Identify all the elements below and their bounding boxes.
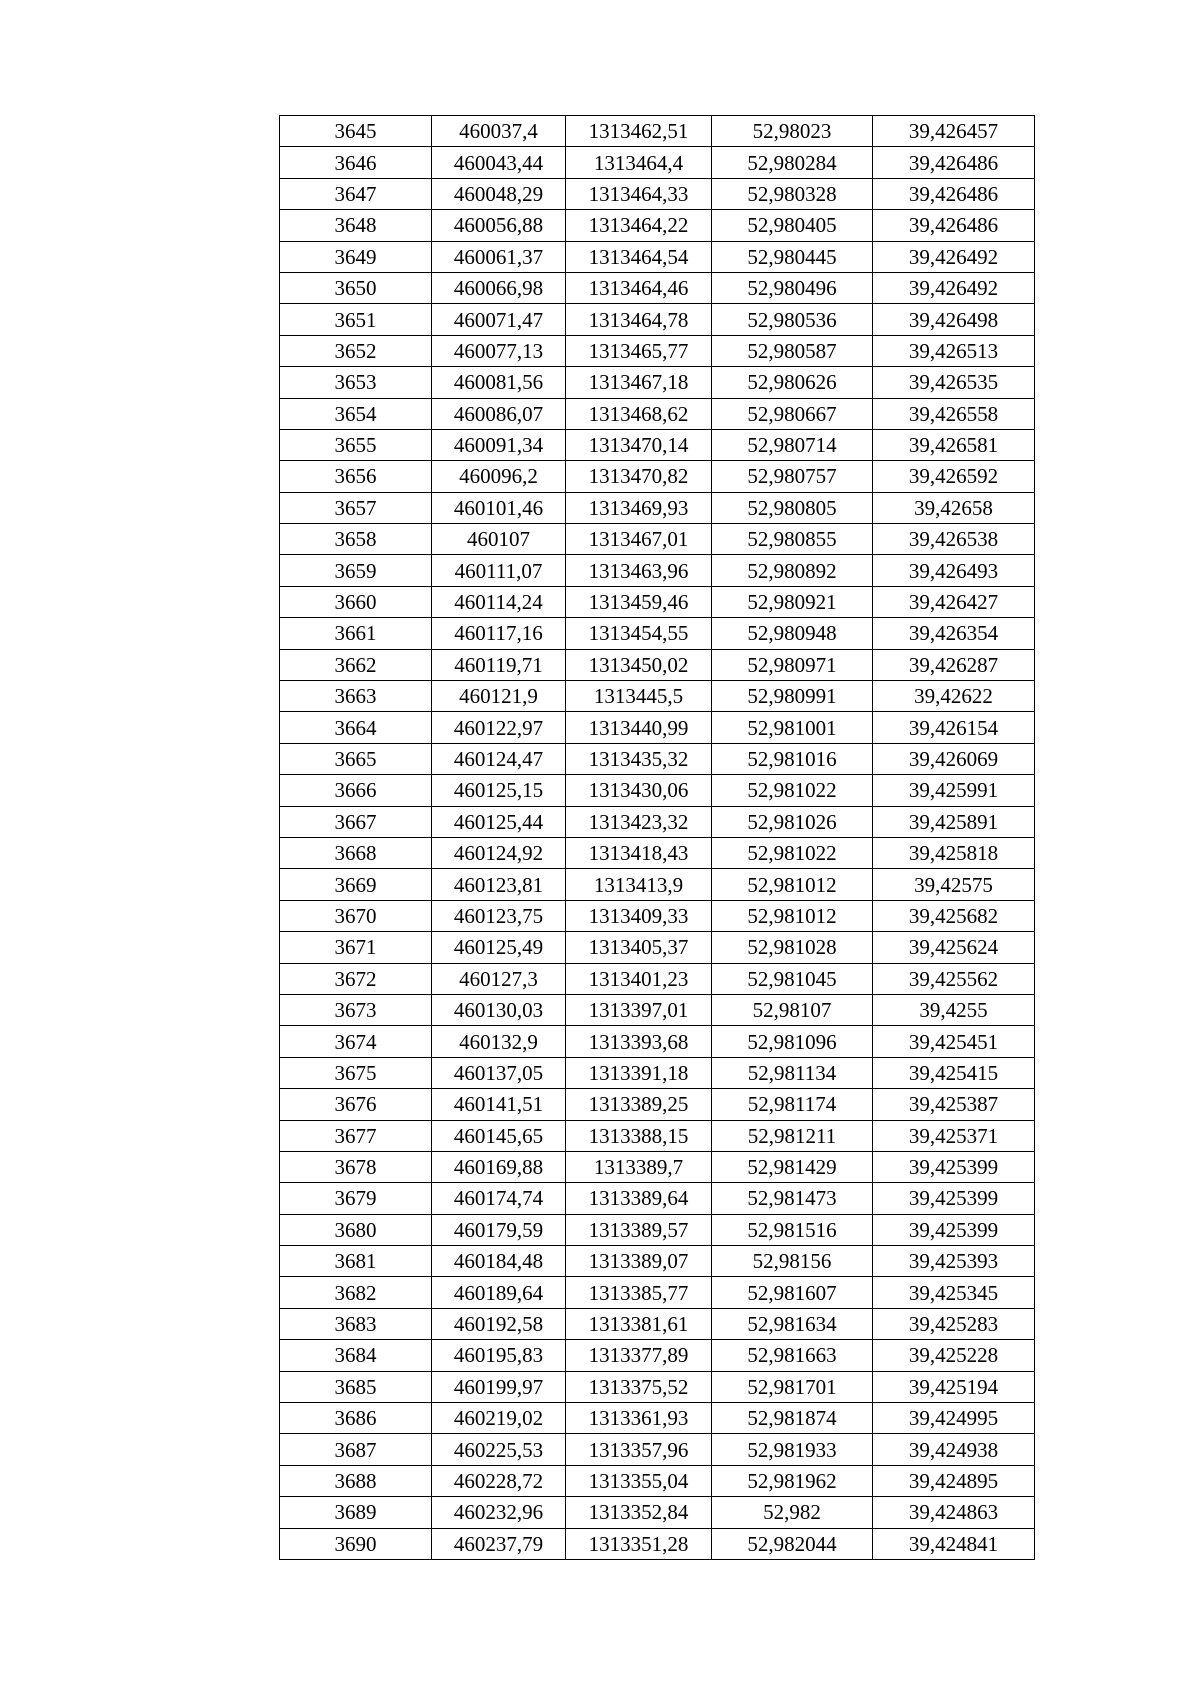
x-coordinate-cell: 460228,72 [432,1465,566,1496]
point-number-cell: 3684 [280,1340,432,1371]
x-coordinate-cell: 460125,15 [432,775,566,806]
x-coordinate-cell: 460086,07 [432,398,566,429]
table-row [280,1057,1035,1088]
point-number-cell: 3646 [280,147,432,178]
point-number-cell: 3673 [280,994,432,1025]
x-coordinate-cell: 460061,37 [432,241,566,272]
latitude-cell: 52,980587 [712,335,873,366]
latitude-cell: 52,981028 [712,932,873,963]
latitude-cell: 52,981962 [712,1465,873,1496]
point-number-cell: 3689 [280,1497,432,1528]
latitude-cell: 52,980405 [712,210,873,241]
table-row [280,743,1035,774]
x-coordinate-cell: 460219,02 [432,1403,566,1434]
latitude-cell: 52,981634 [712,1308,873,1339]
table-row [280,1277,1035,1308]
y-coordinate-cell: 1313464,4 [566,147,712,178]
latitude-cell: 52,980921 [712,586,873,617]
y-coordinate-cell: 1313470,14 [566,429,712,460]
table-row [280,837,1035,868]
x-coordinate-cell: 460121,9 [432,681,566,712]
latitude-cell: 52,981874 [712,1403,873,1434]
x-coordinate-cell: 460232,96 [432,1497,566,1528]
longitude-cell: 39,425283 [873,1308,1035,1339]
latitude-cell: 52,981933 [712,1434,873,1465]
y-coordinate-cell: 1313385,77 [566,1277,712,1308]
point-number-cell: 3659 [280,555,432,586]
table-row [280,241,1035,272]
latitude-cell: 52,980445 [712,241,873,272]
y-coordinate-cell: 1313375,52 [566,1371,712,1402]
y-coordinate-cell: 1313397,01 [566,994,712,1025]
coordinates-table [279,115,1035,1560]
longitude-cell: 39,425415 [873,1057,1035,1088]
point-number-cell: 3677 [280,1120,432,1151]
x-coordinate-cell: 460114,24 [432,586,566,617]
latitude-cell: 52,980284 [712,147,873,178]
point-number-cell: 3674 [280,1026,432,1057]
x-coordinate-cell: 460117,16 [432,618,566,649]
table-row [280,869,1035,900]
latitude-cell: 52,981701 [712,1371,873,1402]
latitude-cell: 52,981134 [712,1057,873,1088]
latitude-cell: 52,980971 [712,649,873,680]
x-coordinate-cell: 460077,13 [432,335,566,366]
latitude-cell: 52,982 [712,1497,873,1528]
y-coordinate-cell: 1313435,32 [566,743,712,774]
y-coordinate-cell: 1313413,9 [566,869,712,900]
point-number-cell: 3687 [280,1434,432,1465]
table-row [280,1340,1035,1371]
table-row [280,555,1035,586]
longitude-cell: 39,425451 [873,1026,1035,1057]
longitude-cell: 39,426154 [873,712,1035,743]
longitude-cell: 39,425991 [873,775,1035,806]
point-number-cell: 3664 [280,712,432,743]
point-number-cell: 3688 [280,1465,432,1496]
point-number-cell: 3668 [280,837,432,868]
x-coordinate-cell: 460123,75 [432,900,566,931]
point-number-cell: 3690 [280,1528,432,1559]
x-coordinate-cell: 460096,2 [432,461,566,492]
latitude-cell: 52,981211 [712,1120,873,1151]
latitude-cell: 52,980991 [712,681,873,712]
x-coordinate-cell: 460125,49 [432,932,566,963]
point-number-cell: 3681 [280,1246,432,1277]
x-coordinate-cell: 460066,98 [432,272,566,303]
table-row [280,1246,1035,1277]
x-coordinate-cell: 460225,53 [432,1434,566,1465]
y-coordinate-cell: 1313465,77 [566,335,712,366]
table-row [280,272,1035,303]
point-number-cell: 3648 [280,210,432,241]
table-row [280,1528,1035,1559]
longitude-cell: 39,426513 [873,335,1035,366]
x-coordinate-cell: 460132,9 [432,1026,566,1057]
y-coordinate-cell: 1313430,06 [566,775,712,806]
y-coordinate-cell: 1313462,51 [566,116,712,147]
x-coordinate-cell: 460184,48 [432,1246,566,1277]
longitude-cell: 39,426354 [873,618,1035,649]
y-coordinate-cell: 1313389,25 [566,1089,712,1120]
table-row [280,1308,1035,1339]
y-coordinate-cell: 1313467,01 [566,524,712,555]
table-row [280,1026,1035,1057]
y-coordinate-cell: 1313470,82 [566,461,712,492]
y-coordinate-cell: 1313401,23 [566,963,712,994]
point-number-cell: 3661 [280,618,432,649]
longitude-cell: 39,426069 [873,743,1035,774]
longitude-cell: 39,426287 [873,649,1035,680]
table-row [280,775,1035,806]
point-number-cell: 3660 [280,586,432,617]
latitude-cell: 52,981022 [712,775,873,806]
longitude-cell: 39,425387 [873,1089,1035,1120]
latitude-cell: 52,981473 [712,1183,873,1214]
latitude-cell: 52,980757 [712,461,873,492]
table-row [280,681,1035,712]
point-number-cell: 3652 [280,335,432,366]
latitude-cell: 52,981096 [712,1026,873,1057]
latitude-cell: 52,980948 [712,618,873,649]
y-coordinate-cell: 1313467,18 [566,367,712,398]
point-number-cell: 3683 [280,1308,432,1339]
point-number-cell: 3655 [280,429,432,460]
latitude-cell: 52,980626 [712,367,873,398]
longitude-cell: 39,424938 [873,1434,1035,1465]
latitude-cell: 52,981016 [712,743,873,774]
table-row [280,1497,1035,1528]
table-row [280,178,1035,209]
y-coordinate-cell: 1313464,22 [566,210,712,241]
longitude-cell: 39,425891 [873,806,1035,837]
table-row [280,1089,1035,1120]
longitude-cell: 39,426492 [873,241,1035,272]
y-coordinate-cell: 1313464,78 [566,304,712,335]
point-number-cell: 3666 [280,775,432,806]
table-row [280,461,1035,492]
table-row [280,1151,1035,1182]
point-number-cell: 3670 [280,900,432,931]
longitude-cell: 39,425371 [873,1120,1035,1151]
point-number-cell: 3675 [280,1057,432,1088]
latitude-cell: 52,980496 [712,272,873,303]
latitude-cell: 52,980667 [712,398,873,429]
latitude-cell: 52,980892 [712,555,873,586]
table-row [280,649,1035,680]
x-coordinate-cell: 460119,71 [432,649,566,680]
point-number-cell: 3679 [280,1183,432,1214]
y-coordinate-cell: 1313469,93 [566,492,712,523]
y-coordinate-cell: 1313355,04 [566,1465,712,1496]
point-number-cell: 3654 [280,398,432,429]
point-number-cell: 3649 [280,241,432,272]
x-coordinate-cell: 460111,07 [432,555,566,586]
table-row [280,963,1035,994]
longitude-cell: 39,42658 [873,492,1035,523]
latitude-cell: 52,981012 [712,900,873,931]
longitude-cell: 39,42622 [873,681,1035,712]
longitude-cell: 39,425399 [873,1151,1035,1182]
longitude-cell: 39,425562 [873,963,1035,994]
x-coordinate-cell: 460124,92 [432,837,566,868]
point-number-cell: 3686 [280,1403,432,1434]
y-coordinate-cell: 1313352,84 [566,1497,712,1528]
table-row [280,492,1035,523]
x-coordinate-cell: 460125,44 [432,806,566,837]
longitude-cell: 39,426486 [873,178,1035,209]
longitude-cell: 39,42575 [873,869,1035,900]
longitude-cell: 39,426535 [873,367,1035,398]
x-coordinate-cell: 460081,56 [432,367,566,398]
x-coordinate-cell: 460179,59 [432,1214,566,1245]
table-row [280,1371,1035,1402]
point-number-cell: 3676 [280,1089,432,1120]
x-coordinate-cell: 460237,79 [432,1528,566,1559]
point-number-cell: 3663 [280,681,432,712]
x-coordinate-cell: 460169,88 [432,1151,566,1182]
x-coordinate-cell: 460141,51 [432,1089,566,1120]
y-coordinate-cell: 1313440,99 [566,712,712,743]
x-coordinate-cell: 460195,83 [432,1340,566,1371]
x-coordinate-cell: 460174,74 [432,1183,566,1214]
latitude-cell: 52,981429 [712,1151,873,1182]
point-number-cell: 3680 [280,1214,432,1245]
point-number-cell: 3667 [280,806,432,837]
y-coordinate-cell: 1313389,07 [566,1246,712,1277]
longitude-cell: 39,426493 [873,555,1035,586]
latitude-cell: 52,98023 [712,116,873,147]
point-number-cell: 3678 [280,1151,432,1182]
x-coordinate-cell: 460043,44 [432,147,566,178]
longitude-cell: 39,426498 [873,304,1035,335]
point-number-cell: 3651 [280,304,432,335]
x-coordinate-cell: 460123,81 [432,869,566,900]
latitude-cell: 52,980855 [712,524,873,555]
table-row [280,1465,1035,1496]
table-row [280,712,1035,743]
longitude-cell: 39,426427 [873,586,1035,617]
point-number-cell: 3665 [280,743,432,774]
point-number-cell: 3650 [280,272,432,303]
longitude-cell: 39,424995 [873,1403,1035,1434]
latitude-cell: 52,981174 [712,1089,873,1120]
point-number-cell: 3647 [280,178,432,209]
y-coordinate-cell: 1313445,5 [566,681,712,712]
x-coordinate-cell: 460189,64 [432,1277,566,1308]
table-row [280,618,1035,649]
x-coordinate-cell: 460127,3 [432,963,566,994]
y-coordinate-cell: 1313464,46 [566,272,712,303]
longitude-cell: 39,425228 [873,1340,1035,1371]
longitude-cell: 39,425624 [873,932,1035,963]
longitude-cell: 39,426486 [873,147,1035,178]
point-number-cell: 3656 [280,461,432,492]
x-coordinate-cell: 460122,97 [432,712,566,743]
longitude-cell: 39,426538 [873,524,1035,555]
y-coordinate-cell: 1313389,57 [566,1214,712,1245]
y-coordinate-cell: 1313381,61 [566,1308,712,1339]
x-coordinate-cell: 460048,29 [432,178,566,209]
latitude-cell: 52,981663 [712,1340,873,1371]
longitude-cell: 39,425345 [873,1277,1035,1308]
point-number-cell: 3645 [280,116,432,147]
latitude-cell: 52,981026 [712,806,873,837]
point-number-cell: 3662 [280,649,432,680]
longitude-cell: 39,4255 [873,994,1035,1025]
latitude-cell: 52,98156 [712,1246,873,1277]
y-coordinate-cell: 1313388,15 [566,1120,712,1151]
point-number-cell: 3658 [280,524,432,555]
table-row [280,1120,1035,1151]
table-row [280,210,1035,241]
point-number-cell: 3671 [280,932,432,963]
longitude-cell: 39,425194 [873,1371,1035,1402]
x-coordinate-cell: 460107 [432,524,566,555]
x-coordinate-cell: 460101,46 [432,492,566,523]
y-coordinate-cell: 1313389,64 [566,1183,712,1214]
y-coordinate-cell: 1313418,43 [566,837,712,868]
x-coordinate-cell: 460091,34 [432,429,566,460]
table-row [280,398,1035,429]
coordinates-table-body [280,116,1035,1560]
y-coordinate-cell: 1313464,33 [566,178,712,209]
longitude-cell: 39,425399 [873,1214,1035,1245]
x-coordinate-cell: 460037,4 [432,116,566,147]
longitude-cell: 39,426558 [873,398,1035,429]
table-row [280,1434,1035,1465]
x-coordinate-cell: 460192,58 [432,1308,566,1339]
longitude-cell: 39,425818 [873,837,1035,868]
table-row [280,1214,1035,1245]
longitude-cell: 39,424841 [873,1528,1035,1559]
latitude-cell: 52,982044 [712,1528,873,1559]
y-coordinate-cell: 1313450,02 [566,649,712,680]
table-row [280,1403,1035,1434]
y-coordinate-cell: 1313459,46 [566,586,712,617]
table-row [280,1183,1035,1214]
longitude-cell: 39,424895 [873,1465,1035,1496]
table-row [280,147,1035,178]
latitude-cell: 52,981516 [712,1214,873,1245]
point-number-cell: 3685 [280,1371,432,1402]
y-coordinate-cell: 1313468,62 [566,398,712,429]
table-row [280,335,1035,366]
longitude-cell: 39,426492 [873,272,1035,303]
x-coordinate-cell: 460056,88 [432,210,566,241]
y-coordinate-cell: 1313393,68 [566,1026,712,1057]
x-coordinate-cell: 460145,65 [432,1120,566,1151]
y-coordinate-cell: 1313463,96 [566,555,712,586]
y-coordinate-cell: 1313405,37 [566,932,712,963]
table-row [280,524,1035,555]
latitude-cell: 52,981607 [712,1277,873,1308]
x-coordinate-cell: 460137,05 [432,1057,566,1088]
table-row [280,304,1035,335]
point-number-cell: 3657 [280,492,432,523]
latitude-cell: 52,981012 [712,869,873,900]
y-coordinate-cell: 1313391,18 [566,1057,712,1088]
y-coordinate-cell: 1313361,93 [566,1403,712,1434]
latitude-cell: 52,980536 [712,304,873,335]
latitude-cell: 52,981001 [712,712,873,743]
longitude-cell: 39,426592 [873,461,1035,492]
y-coordinate-cell: 1313389,7 [566,1151,712,1182]
point-number-cell: 3682 [280,1277,432,1308]
y-coordinate-cell: 1313377,89 [566,1340,712,1371]
longitude-cell: 39,426486 [873,210,1035,241]
table-row [280,900,1035,931]
point-number-cell: 3653 [280,367,432,398]
longitude-cell: 39,426457 [873,116,1035,147]
longitude-cell: 39,425682 [873,900,1035,931]
latitude-cell: 52,980805 [712,492,873,523]
x-coordinate-cell: 460124,47 [432,743,566,774]
table-row [280,586,1035,617]
latitude-cell: 52,981045 [712,963,873,994]
latitude-cell: 52,980328 [712,178,873,209]
x-coordinate-cell: 460071,47 [432,304,566,335]
latitude-cell: 52,981022 [712,837,873,868]
latitude-cell: 52,980714 [712,429,873,460]
table-row [280,429,1035,460]
y-coordinate-cell: 1313409,33 [566,900,712,931]
longitude-cell: 39,424863 [873,1497,1035,1528]
x-coordinate-cell: 460130,03 [432,994,566,1025]
table-row [280,932,1035,963]
y-coordinate-cell: 1313357,96 [566,1434,712,1465]
y-coordinate-cell: 1313454,55 [566,618,712,649]
longitude-cell: 39,425393 [873,1246,1035,1277]
y-coordinate-cell: 1313351,28 [566,1528,712,1559]
x-coordinate-cell: 460199,97 [432,1371,566,1402]
table-row [280,994,1035,1025]
y-coordinate-cell: 1313423,32 [566,806,712,837]
point-number-cell: 3672 [280,963,432,994]
point-number-cell: 3669 [280,869,432,900]
table-row [280,116,1035,147]
table-row [280,806,1035,837]
latitude-cell: 52,98107 [712,994,873,1025]
longitude-cell: 39,426581 [873,429,1035,460]
y-coordinate-cell: 1313464,54 [566,241,712,272]
table-row [280,367,1035,398]
longitude-cell: 39,425399 [873,1183,1035,1214]
